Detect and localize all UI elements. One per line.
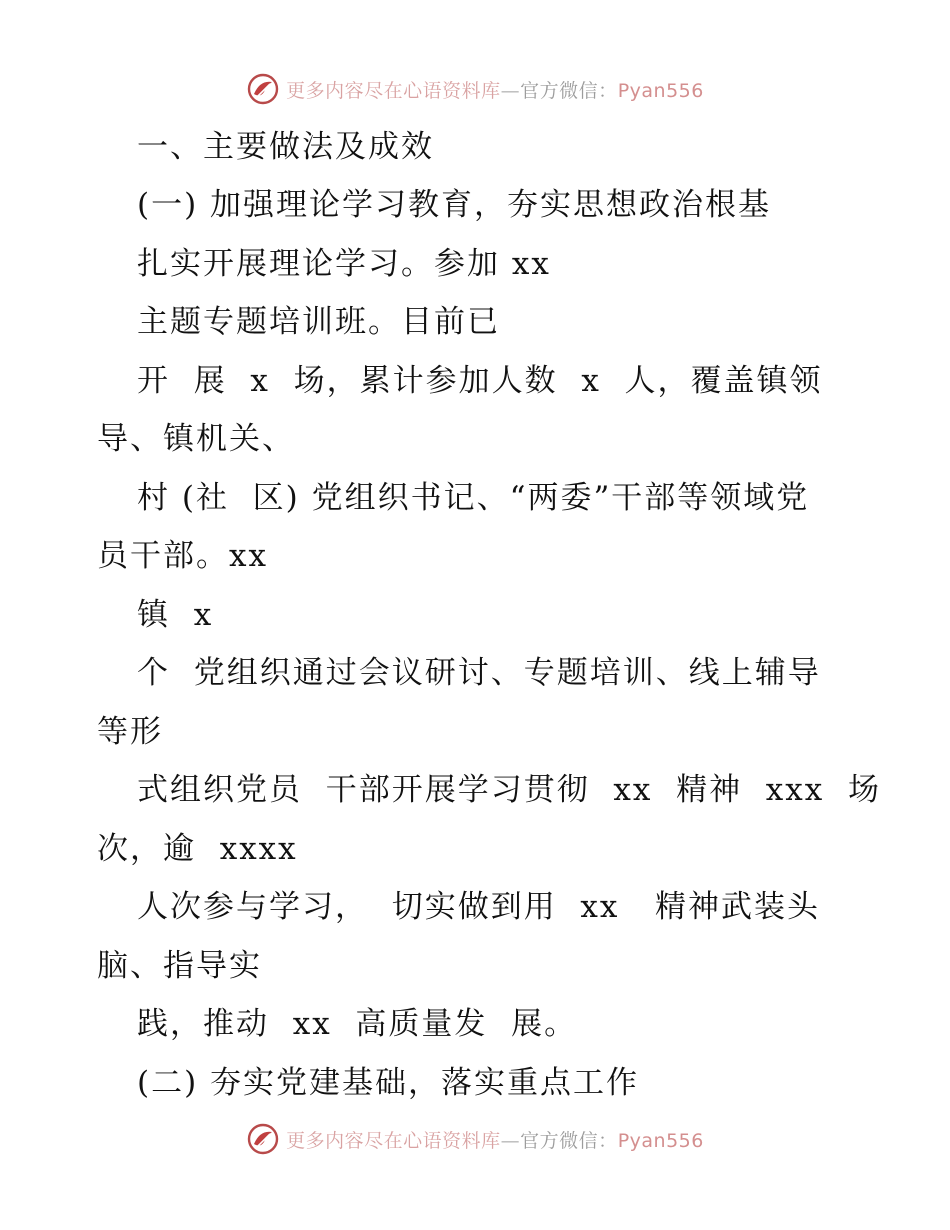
subsection-heading-1: (一) 加强理论学习教育，夯实思想政治根基 [137,187,772,223]
watermark-sub-text: 官方微信： [520,1129,618,1152]
footer-watermark [0,1122,950,1156]
body-line: 脑、指导实 [97,948,262,984]
watermark-dash: — [500,79,521,102]
body-line: 导、镇机关、 [97,421,295,457]
section-heading: 一、主要做法及成效 [137,129,434,165]
body-line: 个 党组织通过会议研讨、专题培训、线上辅导 [137,655,821,691]
body-line: 镇 x [137,597,214,633]
body-line: 人次参与学习， 切实做到用 xx 精神武装头 [137,889,820,925]
body-line: 次，逾 xxxx [97,831,298,867]
body-line: 主题专题培训班。目前已 [137,304,500,340]
header-watermark [0,72,950,106]
watermark-main-text: 更多内容尽在心语资料库 [286,79,501,102]
body-line: 式组织党员 干部开展学习贯彻 xx 精神 xxx 场 [137,772,881,808]
body-line: 员干部。xx [97,538,268,574]
brand-logo-icon [246,1122,280,1156]
brand-logo-icon [246,72,280,106]
body-line: 开 展 x 场，累计参加人数 x 人，覆盖镇领 [137,363,823,399]
body-line: 践，推动 xx 高质量发 展。 [137,1006,578,1042]
body-line: 扎实开展理论学习。参加 xx [137,246,551,282]
watermark-wechat-id: Pyan556 [617,1129,704,1152]
watermark-sub-text: 官方微信： [520,79,618,102]
watermark-main-text: 更多内容尽在心语资料库 [286,1129,501,1152]
watermark-dash: — [500,1129,521,1152]
body-line: 等形 [97,714,163,750]
watermark-wechat-id: Pyan556 [617,79,704,102]
subsection-heading-2: (二) 夯实党建基础，落实重点工作 [137,1065,640,1101]
body-line: 村 (社 区) 党组织书记、“两委”干部等领域党 [137,480,810,516]
